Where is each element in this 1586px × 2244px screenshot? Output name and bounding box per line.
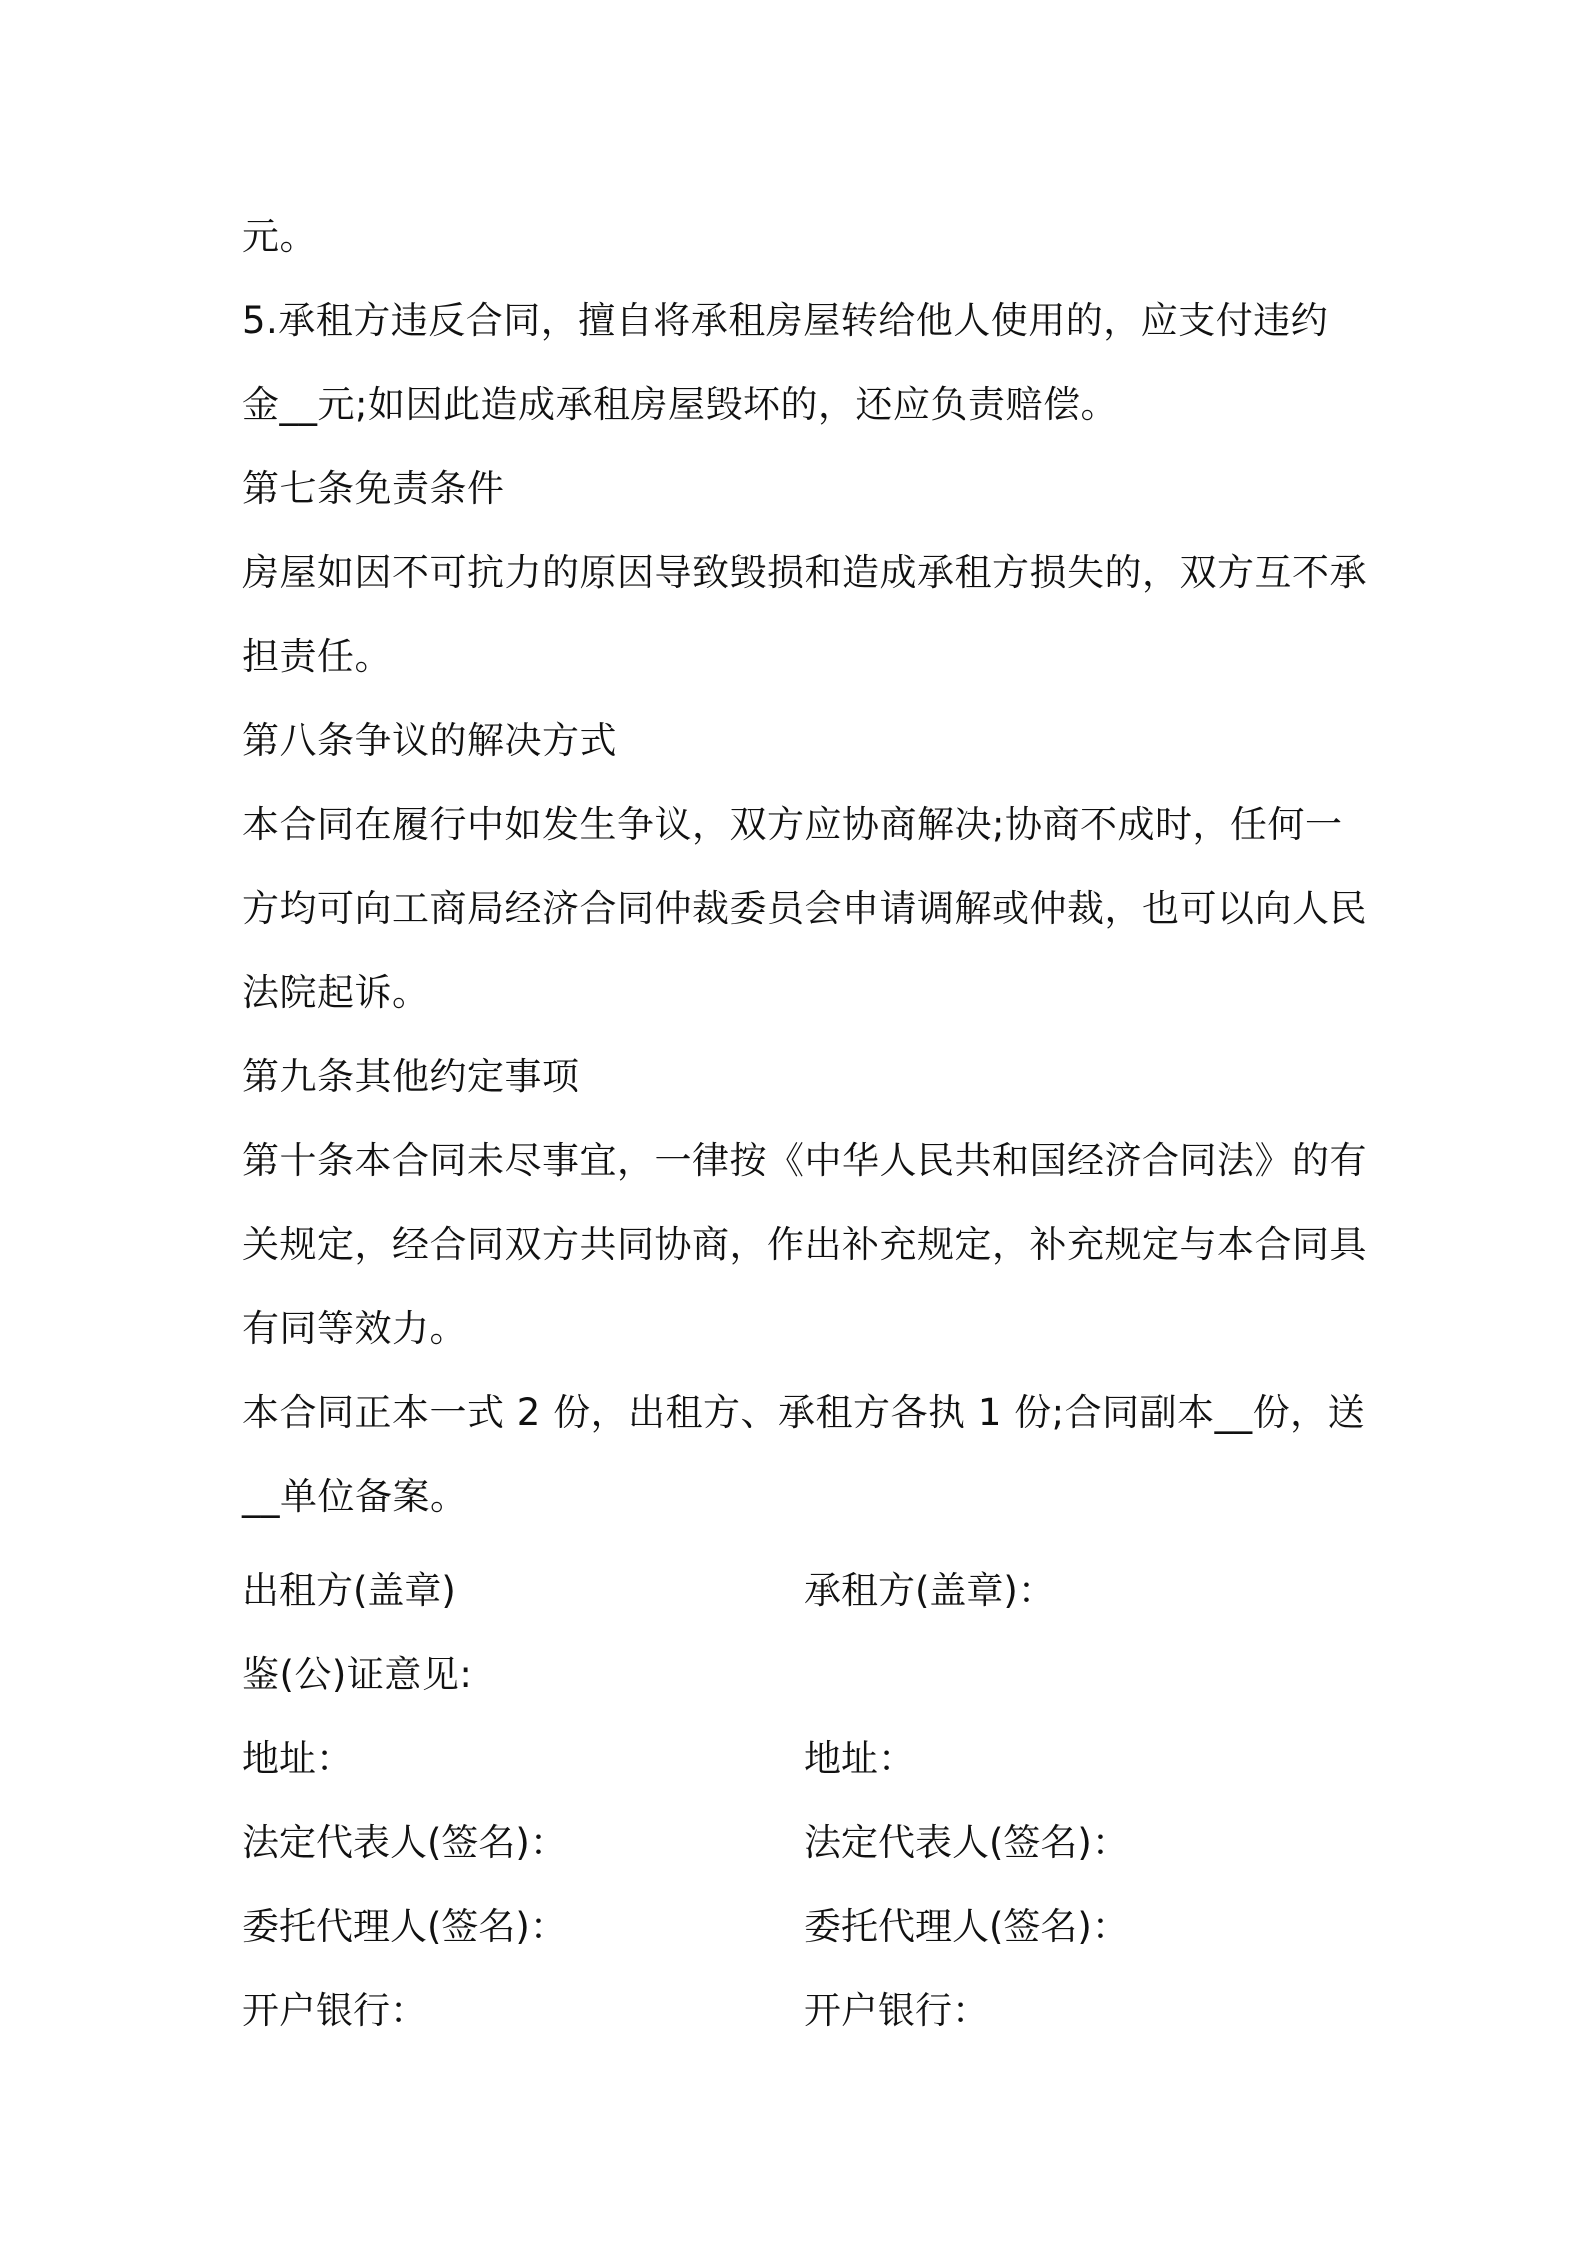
section-heading: 第八条争议的解决方式: [242, 719, 617, 762]
signature-row-agent: [242, 1885, 1362, 1969]
document-body: [242, 195, 1367, 2053]
lessor-legal-rep-label: 法定代表人(签名)：: [242, 1821, 567, 1864]
text-line: 5.承租方违反合同，擅自将承租房屋转给他人使用的，应支付违约: [242, 299, 1329, 342]
text-line: 金__元;如因此造成承租房屋毁坏的，还应负责赔偿。: [242, 383, 1118, 426]
lessor-agent-label: 委托代理人(签名)：: [242, 1905, 567, 1948]
text-line: 有同等效力。: [242, 1307, 467, 1350]
lessee-agent-label: 委托代理人(签名)：: [804, 1905, 1129, 1948]
lessee-legal-rep-label: 法定代表人(签名)：: [804, 1821, 1129, 1864]
text-line: 房屋如因不可抗力的原因导致毁损和造成承租方损失的，双方互不承: [242, 551, 1367, 594]
text-line: 本合同正本一式 2 份，出租方、承租方各执 1 份;合同副本__份，送: [242, 1391, 1366, 1434]
text-line: 元。: [242, 215, 317, 258]
lessee-address-label: 地址：: [804, 1737, 915, 1780]
text-line: 第十条本合同未尽事宜，一律按《中华人民共和国经济合同法》的有: [242, 1139, 1367, 1182]
text-line: 本合同在履行中如发生争议，双方应协商解决;协商不成时，任何一: [242, 803, 1343, 846]
text-line: 担责任。: [242, 635, 392, 678]
signature-row-address: [242, 1717, 1362, 1801]
text-line: 关规定，经合同双方共同协商，作出补充规定，补充规定与本合同具: [242, 1223, 1367, 1266]
text-line: __单位备案。: [242, 1475, 468, 1518]
text-line: 方均可向工商局经济合同仲裁委员会申请调解或仲裁，也可以向人民: [242, 887, 1367, 930]
lessor-seal-label: 出租方(盖章): [242, 1569, 456, 1612]
lessor-address-label: 地址：: [242, 1737, 353, 1780]
lessor-bank-label: 开户银行：: [242, 1989, 427, 2032]
lessee-bank-label: 开户银行：: [804, 1989, 989, 2032]
section-heading: 第九条其他约定事项: [242, 1055, 580, 1098]
signature-row-bank: [242, 1969, 1362, 2053]
notary-opinion-label: 鉴(公)证意见:: [242, 1653, 473, 1696]
section-heading: 第七条免责条件: [242, 467, 505, 510]
text-line: 法院起诉。: [242, 971, 430, 1014]
signature-row-parties: [242, 1549, 1362, 1633]
lessee-seal-label: 承租方(盖章)：: [804, 1569, 1055, 1612]
signature-row-legal-rep: [242, 1801, 1362, 1885]
